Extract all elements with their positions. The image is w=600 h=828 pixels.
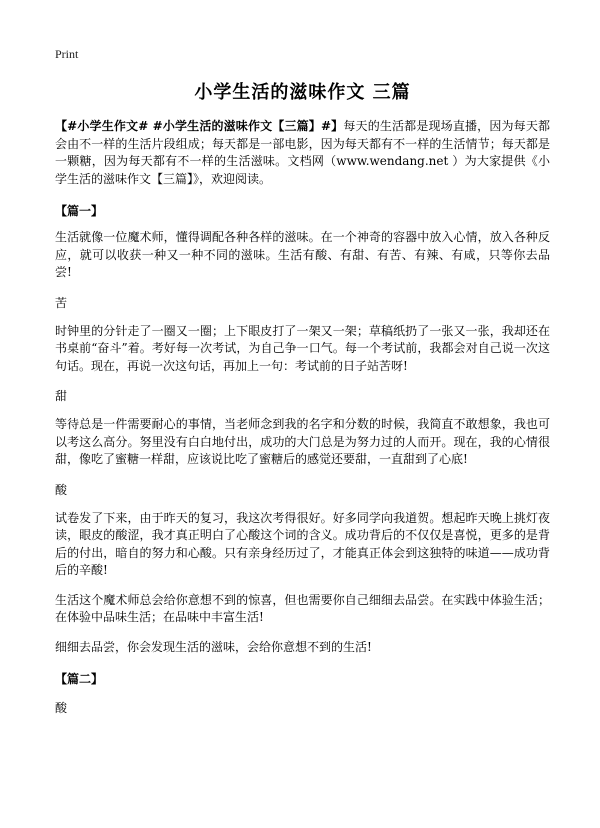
section-heading-2: 【篇二】 <box>55 672 104 686</box>
paragraph: 细细去品尝，你会发现生活的滋味，会给你意想不到的生活! <box>55 639 372 654</box>
sub-heading-bitter: 苦 <box>55 295 68 310</box>
intro-paragraph <box>55 118 550 188</box>
sub-heading-sour: 酸 <box>55 482 68 497</box>
paragraph: 时钟里的分针走了一圈又一圈；上下眼皮打了一架又一架；草稿纸扔了一张又一张，我却还在书桌前“奋斗”着。考好每一次考试，为自己争一口气。每一个考试前，我都会对自己说一次这句话。现在，再说一次这句话，再加上一句：考试前的日子站苦呀! <box>55 323 550 373</box>
intro-text: 每天的生活都是现场直播，因为每天都会由不一样的生活片段组成；每天都是一部电影，因为每天都有不一样的生活情节；每天都是一颗糖，因为每天都有不一样的生活滋味。文档网（www.wendang.net ）为大家提供《小学生活的滋味作文【三篇】》，欢迎阅读。 <box>55 119 550 186</box>
sub-heading-sweet: 甜 <box>55 389 68 403</box>
intro-bold-prefix: 【#小学生作文# #小学生活的滋味作文【三篇】#】 <box>55 119 344 133</box>
paragraph: 生活就像一位魔术师，懂得调配各种各样的滋味。在一个神奇的容器中放入心情，放入各种反应，就可以收获一种又一种不同的滋味。生活有酸、有甜、有苦、有辣、有咸，只等你去品尝! <box>55 230 550 279</box>
paragraph: 生活这个魔术师总会给你意想不到的惊喜，但也需要你自己细细去品尝。在实践中体验生活；在体验中品味生活；在品味中丰富生活! <box>55 592 550 624</box>
paragraph: 等待总是一件需要耐心的事情，当老师念到我的名字和分数的时候，我简直不敢想象，我也可以考这么高分。努里没有白白地付出，成功的大门总是为努力过的人而开。现在，我的心情很甜，像吃了蜜糖一样甜，应该说比吃了蜜糖后的感觉还要甜，一直甜到了心底! <box>55 417 550 466</box>
sub-heading-sour-2: 酸 <box>55 701 68 715</box>
print-label: Print <box>55 47 79 61</box>
document-body <box>55 78 550 728</box>
document-title: 小学生活的滋味作文 三篇 <box>194 82 411 103</box>
paragraph: 试卷发了下来，由于昨天的复习，我这次考得很好。好多同学向我道贺。想起昨天晚上挑灯夜读，眼皮的酸涩，我才真正明白了心酸这个词的含义。成功背后的不仅仅是喜悦，更多的是背后的付出，暗自的努力和心酸。只有亲身经历过了，才能真正体会到这独特的味道——成功背后的辛酸! <box>55 510 550 577</box>
section-heading-1: 【篇一】 <box>55 204 104 218</box>
